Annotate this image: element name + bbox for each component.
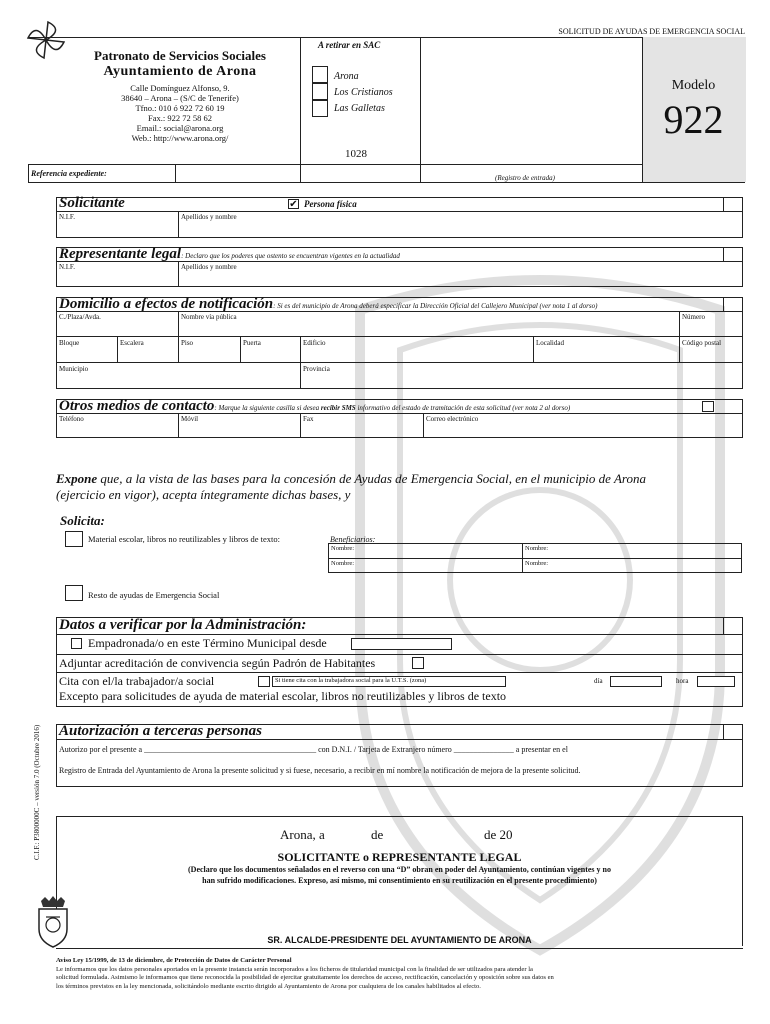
contacto-subtitle-bold: recibir SMS [320,404,356,412]
persona-fisica-label: Persona física [304,199,357,209]
domicilio-via-label: Nombre vía pública [181,313,237,321]
resto-ayudas-checkbox[interactable] [65,585,83,601]
domicilio-municipio-label: Municipio [59,365,89,373]
cita-hora-field[interactable] [697,676,735,687]
aviso-line1: Le informamos que los datos personales aportados en la presente instancia serán incorporados a los ficheros de titularidad municipal con la finalidad de ser utilizados para atender la [56,965,533,973]
material-escolar-label: Material escolar, libros no reutilizables y libros de texto: [88,534,281,544]
representante-subtitle: : Declaro que los poderes que ostento se encuentran vigentes en la actualidad [181,252,400,260]
autorizacion-line2: Registro de Entrada del Ayuntamiento de Arona la presente solicitud y si fuese, necesario, a recibir en mí nombre la notificación de mejora de la presente solicitud. [59,766,581,775]
contacto-fax-label: Fax [303,415,314,423]
firma-de2: de 20 [484,827,513,842]
contacto-subtitle-pre: : Marque la siguiente casilla si desea [214,404,321,412]
domicilio-numero-label: Número [682,313,705,321]
retirar-galletas-checkbox[interactable] [312,100,328,117]
domicilio-cp-label: Código postal [682,339,722,347]
autorizacion-title: Autorización a terceras personas [59,723,262,739]
excepto-label: Excepto para solicitudes de ayuda de material escolar, libros no reutilizables y libros de texto [59,689,507,703]
sms-checkbox[interactable] [702,401,714,412]
cita-dia-field[interactable] [610,676,662,687]
domicilio-header [59,295,597,313]
firma-declaro2: han sufrido modificaciones. Expreso, así mismo, mi consentimiento en su reutilización en el presente procedimiento) [202,876,597,885]
beneficiarios-label: Beneficiarios: [330,535,376,544]
adjuntar-checkbox[interactable] [412,657,424,669]
org-fax: Fax.: 922 72 58 62 [148,113,212,123]
domicilio-localidad-label: Localidad [536,339,564,347]
cita-hora-label: hora [676,677,689,685]
domicilio-title: Domicilio a efectos de notificación [59,296,274,312]
empadronada-date-field[interactable] [351,638,452,650]
retirar-cristianos-checkbox[interactable] [312,83,328,100]
contacto-header [59,397,570,415]
expone-text2: (ejercicio en vigor), acepta íntegramente dichas bases, y [56,487,351,502]
firma-lugar: Arona, a [280,827,325,842]
cita-dia-label: día [594,677,603,685]
org-email: Email.: social@arona.org [136,123,224,133]
beneficiario-2-label: Nombre: [525,545,549,552]
domicilio-piso-label: Piso [181,339,194,347]
resto-ayudas-label: Resto de ayudas de Emergencia Social [88,590,220,600]
firma-declaro1: (Declaro que los documentos señalados en el reverso con una “D” obran en poder del Ayuntamiento, continúan vigentes y no [188,865,611,874]
firma-de1: de [371,827,384,842]
aviso-title: Aviso Ley 15/1999, de 13 de diciembre, de Protección de Datos de Carácter Personal [56,957,292,964]
form-top-label: SOLICITUD DE AYUDAS DE EMERGENCIA SOCIAL [558,27,745,36]
autorizacion-line1: Autorizo por el presente a ___________________________________________ con D.N.I. / Tarjeta de Extranjero número _______________ a presentar en el [59,745,568,754]
solicitante-nif-label: N.I.F. [59,213,75,221]
retirar-option-galletas: Las Galletas [334,103,385,114]
representante-apellidos-label: Apellidos y nombre [181,263,237,271]
domicilio-puerta-label: Puerta [243,339,261,347]
contacto-movil-label: Móvil [181,415,199,423]
org-city: Ayuntamiento de Arona [103,64,257,79]
solicitante-apellidos-label: Apellidos y nombre [181,213,237,221]
domicilio-escalera-label: Escalera [120,339,144,347]
representante-title: Representante legal [59,246,182,262]
adjuntar-label: Adjuntar acreditación de convivencia según Padrón de Habitantes [59,656,376,670]
aviso-line2: solicitud formulada. Asimismo le informamos que tiene reconocida la posibilidad de ejercitar gratuitamente los derechos de acceso, rectificación, cancelación y oposición sobre sus datos en [56,974,554,981]
modelo-number: 922 [663,97,724,142]
administracion-title: Datos a verificar por la Administración: [59,617,307,633]
solicitante-section [56,197,743,238]
beneficiario-3-label: Nombre: [331,560,355,567]
representante-nif-label: N.I.F. [59,263,75,271]
domicilio-provincia-label: Provincia [303,365,330,373]
empadronada-label: Empadronada/o en este Término Municipal desde [88,636,327,650]
modelo-label: Modelo [671,78,716,93]
contacto-title: Otros medios de contacto [59,398,215,414]
registro-label: (Registro de entrada) [495,174,556,182]
retirar-arona-checkbox[interactable] [312,66,328,83]
domicilio-calle-label: C./Plaza/Avda. [59,313,101,321]
empadronada-checkbox[interactable] [71,638,82,649]
org-phone: Tfno.: 010 ó 922 72 60 19 [135,103,225,113]
domicilio-subtitle: : Si es del municipio de Arona deberá especificar la Dirección Oficial del Callejero Municipal (ver nota 1 al dorso) [273,302,598,310]
representante-header [59,245,400,263]
alcalde-label: SR. ALCALDE-PRESIDENTE DEL AYUNTAMIENTO DE ARONA [267,935,532,945]
org-address2: 38640 – Arona – (S/C de Tenerife) [121,93,239,103]
cita-label: Cita con el/la trabajador/a social [59,674,215,688]
contacto-subtitle-post: informativo del estado de tramitación de esta solicitud (ver nota 2 al dorso) [355,404,571,412]
aviso-block [56,957,744,991]
org-name: Patronato de Servicios Sociales [94,48,266,63]
org-web: Web.: http://www.arona.org/ [131,133,229,143]
domicilio-bloque-label: Bloque [59,339,80,347]
material-escolar-checkbox[interactable] [65,531,83,547]
expone-text1: que, a la vista de las bases para la concesión de Ayudas de Emergencia Social, en el municipio de Arona [97,471,646,486]
retirar-option-cristianos: Los Cristianos [334,87,393,98]
beneficiario-1-label: Nombre: [331,545,355,552]
expone-bold: Expone [56,471,98,486]
contacto-telefono-label: Teléfono [59,415,84,423]
cita-note: Si tiene cita con la trabajadora social para la U.T.S. (zona) [275,677,427,684]
form-code: 1028 [345,148,367,160]
side-version-text: C.I.F.: P3800000C – versión 7.0 (Octubre 2016) [33,724,41,860]
expone-paragraph [56,471,746,503]
cita-checkbox[interactable] [258,676,270,687]
referencia-label: Referencia expediente: [31,169,107,178]
solicita-title: Solicita: [60,513,105,528]
firma-titulo: SOLICITANTE o REPRESENTANTE LEGAL [277,850,522,864]
beneficiario-4-label: Nombre: [525,560,549,567]
domicilio-edificio-label: Edificio [303,339,326,347]
solicitante-title: Solicitante [59,195,125,211]
retirar-label: A retirar en SAC [318,40,381,50]
org-block [60,48,300,143]
retirar-option-arona: Arona [334,71,359,82]
persona-fisica-checkbox[interactable]: ✔ [289,199,298,210]
org-address1: Calle Domínguez Alfonso, 9. [130,83,230,93]
aviso-line3: los términos previstos en la ley mencionada, solicitándolo mediante escrito dirigido al Ayuntamiento de Arona por cualquiera de los canales habilitados al efecto. [56,982,481,990]
contacto-correo-label: Correo electrónico [426,415,479,423]
